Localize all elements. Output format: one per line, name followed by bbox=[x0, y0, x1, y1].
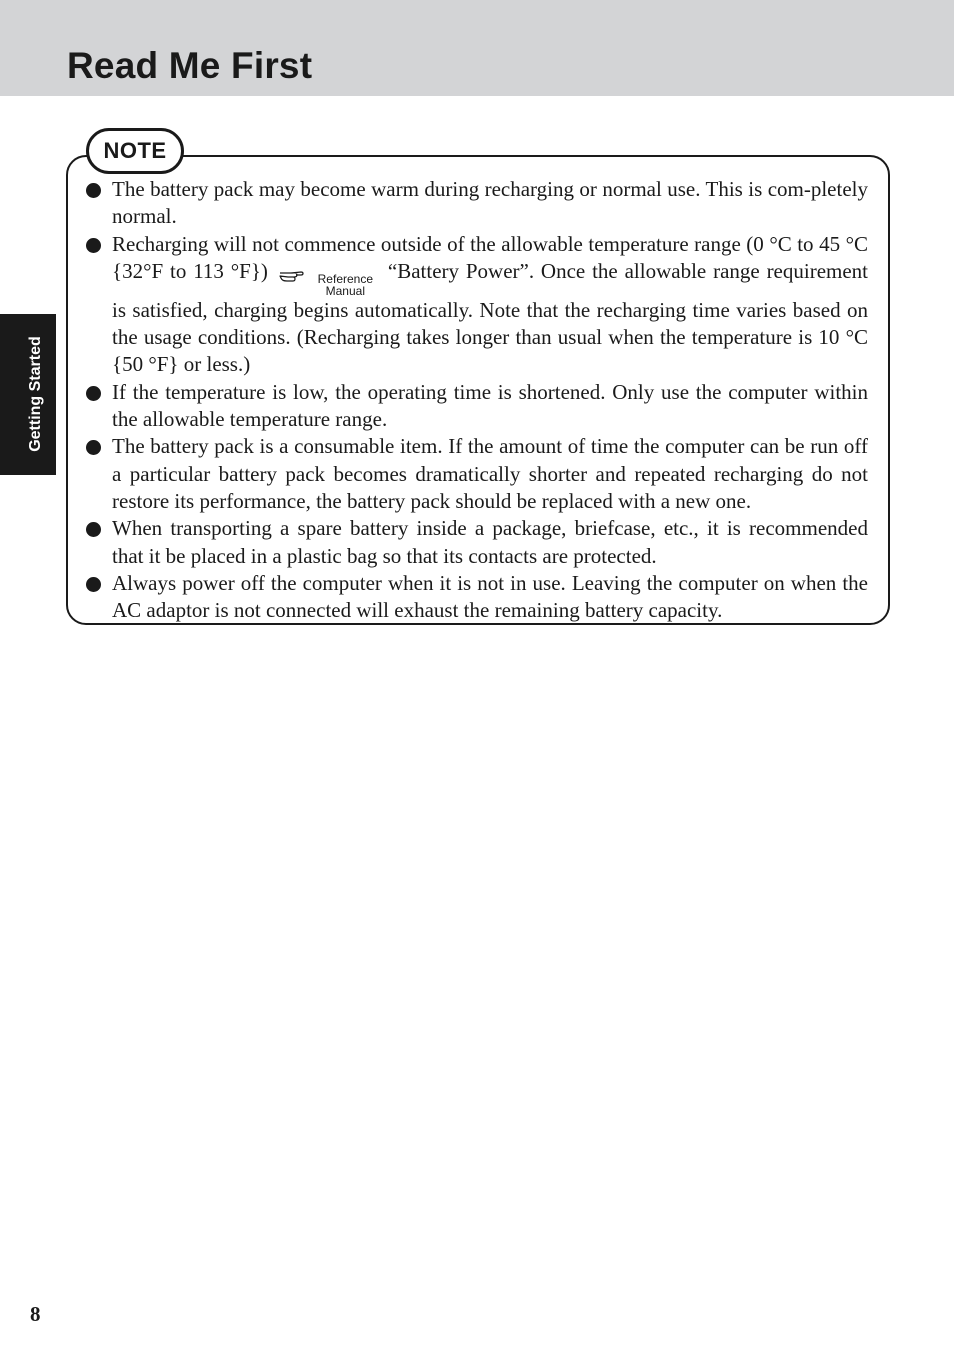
reference-manual-label bbox=[318, 273, 373, 297]
note-item bbox=[84, 433, 868, 515]
note-item-text: The battery pack may become warm during recharging or normal use. This is com-pletely normal. bbox=[112, 177, 868, 229]
note-badge bbox=[86, 128, 184, 174]
note-item bbox=[84, 515, 868, 570]
pointing-hand-icon bbox=[279, 266, 305, 284]
bullet-icon bbox=[86, 386, 101, 401]
page-title: Read Me First bbox=[67, 45, 313, 86]
page-number: 8 bbox=[30, 1302, 41, 1326]
note-list bbox=[84, 176, 868, 624]
note-item-text: The battery pack is a consumable item. If the amount of time the computer can be run off a particular battery pack becomes dramatically shorter and repeated recharging do not restore its performance, the battery pack should be replaced with a new one. bbox=[112, 434, 868, 513]
bullet-icon bbox=[86, 440, 101, 455]
note-item-text-continued: “Battery Power”. Once the allowable range requirement is satisfied, charging begins automatically. Note that the recharging time varies based on the usage conditions. (Recharging takes longer than usual when the temperature is 10 °C {50 °F} or less.) bbox=[112, 258, 869, 377]
note-item-text: If the temperature is low, the operating time is shortened. Only use the computer within the allowable temperature range. bbox=[112, 379, 868, 432]
bullet-icon bbox=[86, 238, 101, 253]
note-badge-label: NOTE bbox=[103, 138, 167, 163]
note-item bbox=[84, 570, 868, 625]
bullet-icon bbox=[86, 522, 101, 537]
note-item-text: Recharging will not commence outside of the allowable temperature range (0 °C to 45 °C {32°F to 113 °F}) bbox=[112, 231, 868, 283]
section-tab-label: Getting Started bbox=[27, 336, 44, 452]
reference-label-line2: Manual bbox=[325, 283, 365, 298]
note-item-text: Always power off the computer when it is not in use. Leaving the computer on when the AC adaptor is not connected will exhaust the remaining battery capacity. bbox=[112, 570, 868, 623]
note-item bbox=[84, 379, 868, 434]
note-item bbox=[84, 231, 868, 379]
reference-label-line1: Reference bbox=[317, 271, 374, 286]
bullet-icon bbox=[86, 577, 101, 592]
bullet-icon bbox=[86, 183, 101, 198]
note-item-text: When transporting a spare battery inside a package, briefcase, etc., it is recommended that it be placed in a plastic bag so that its contacts are protected. bbox=[112, 516, 868, 568]
note-item bbox=[84, 176, 868, 231]
